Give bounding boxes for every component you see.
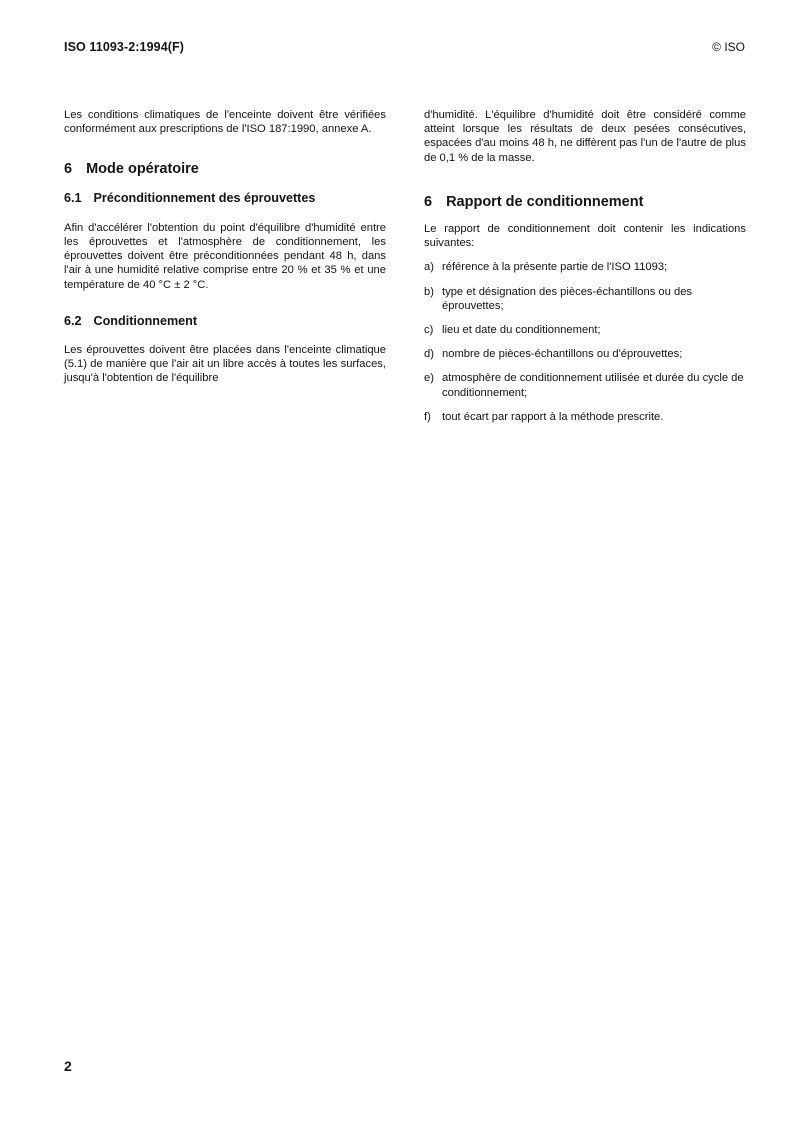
- section-title: Mode opératoire: [86, 161, 199, 178]
- list-item: [424, 260, 746, 274]
- document-id: ISO 11093-2:1994(F): [64, 40, 185, 54]
- list-item: [424, 285, 746, 313]
- section-title: Rapport de conditionnement: [446, 193, 644, 210]
- list-item-label: a): [424, 261, 434, 274]
- list-item-label: c): [424, 324, 434, 337]
- right-column: [424, 108, 746, 424]
- list-item: [424, 410, 746, 424]
- section-6-heading: [64, 162, 386, 176]
- section-number: 6: [424, 193, 433, 210]
- section-6-2-heading: [64, 314, 386, 328]
- subsection-number: 6.2: [64, 313, 82, 328]
- list-item: [424, 371, 746, 399]
- list-item-label: d): [424, 348, 434, 361]
- subsection-title: Conditionnement: [93, 313, 198, 328]
- list-item-label: b): [424, 285, 434, 298]
- section-6-1-heading: [64, 191, 386, 205]
- list-item-text: atmosphère de conditionnement utilisée et durée du cycle de conditionnement;: [442, 372, 744, 399]
- list-item-label: f): [424, 410, 431, 423]
- equilibrium-continuation-paragraph: d'humidité. L'équilibre d'humidité doit être considéré comme atteint lorsque les résultats de deux pesées consécutives, espacées d'au moins 48 h, ne diffèrent pas l'un de l'autre de plus de 0,1 % de la masse.: [424, 109, 746, 164]
- list-item-text: lieu et date du conditionnement;: [442, 324, 601, 337]
- left-column: [64, 108, 386, 386]
- subsection-number: 6.1: [64, 190, 82, 205]
- report-items-list: [424, 260, 746, 424]
- list-item-text: type et désignation des pièces-échantillons ou des éprouvettes;: [442, 285, 693, 312]
- list-item-label: e): [424, 372, 434, 385]
- report-intro-paragraph: Le rapport de conditionnement doit contenir les indications suivantes:: [424, 223, 746, 250]
- section-number: 6: [64, 161, 73, 178]
- list-item: [424, 323, 746, 337]
- copyright-notice: © ISO: [712, 40, 745, 54]
- page-number: 2: [64, 1058, 72, 1074]
- list-item-text: référence à la présente partie de l'ISO 11093;: [442, 261, 668, 274]
- section-6-report-heading: [424, 195, 746, 209]
- conditioning-paragraph: Les éprouvettes doivent être placées dans l'enceinte climatique (5.1) de manière que l'air ait un libre accès à toutes les surfaces, jusqu'à l'obtention de l'équilibre: [64, 344, 386, 385]
- subsection-title: Préconditionnement des éprouvettes: [93, 190, 316, 205]
- preconditioning-paragraph: Afin d'accélérer l'obtention du point d'équilibre d'humidité entre les éprouvettes et l'atmosphère de conditionnement, les éprouvettes doivent être préconditionnées pendant 48 h, dans l'air à une humidité relative comprise entre 20 % et 35 % et une température de 40 °C ± 2 °C.: [64, 221, 386, 291]
- list-item-text: tout écart par rapport à la méthode prescrite.: [442, 410, 664, 423]
- list-item: [424, 347, 746, 361]
- list-item-text: nombre de pièces-échantillons ou d'éprouvettes;: [442, 348, 683, 361]
- climatic-conditions-paragraph: Les conditions climatiques de l'enceinte doivent être vérifiées conformément aux prescriptions de l'ISO 187:1990, annexe A.: [64, 109, 386, 136]
